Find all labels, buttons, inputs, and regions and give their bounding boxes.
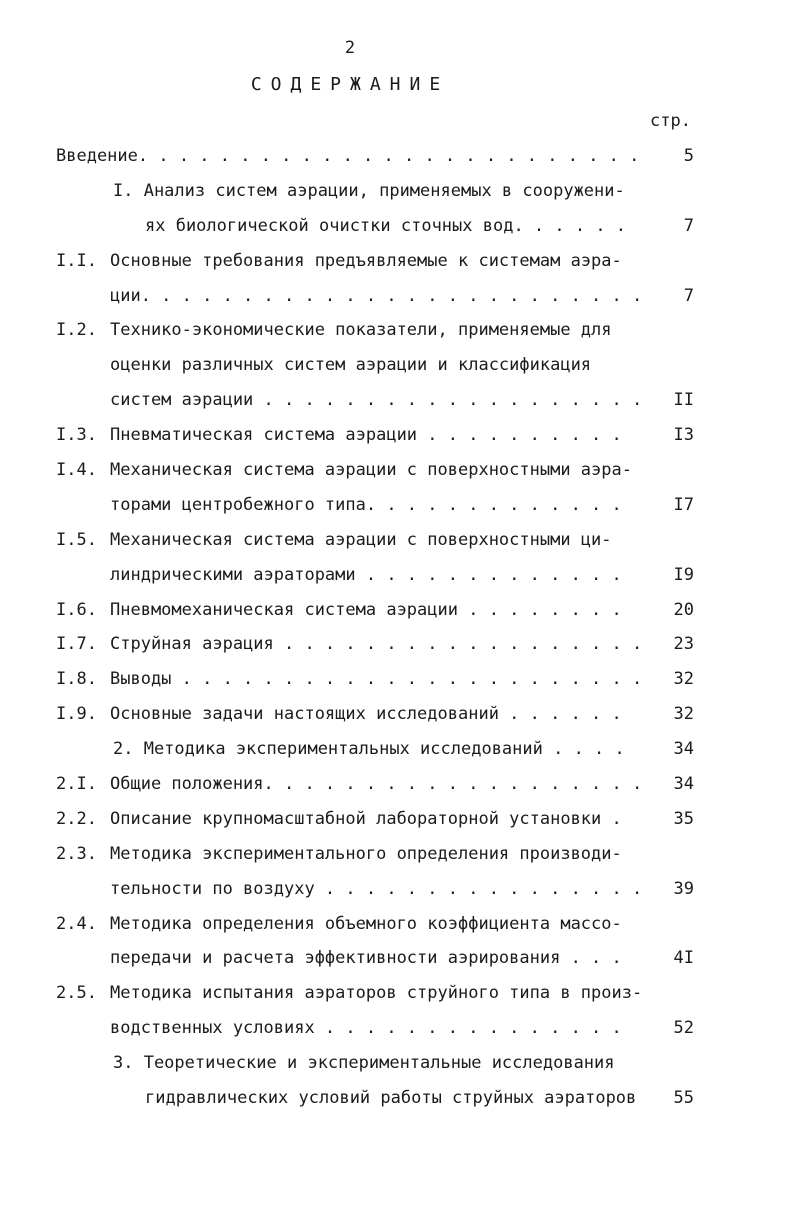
toc-line-number: 2.2. bbox=[56, 808, 97, 829]
toc-line-number: 2.4. bbox=[56, 913, 97, 934]
toc-line-text: линдрическими аэраторами . . . . . . . . . . . . . bbox=[110, 564, 622, 585]
toc-line-text: оценки различных систем аэрации и классификация bbox=[110, 355, 592, 376]
toc-line-text: I. Анализ систем аэрации, применяемых в сооружени- bbox=[113, 180, 625, 201]
toc-line bbox=[0, 489, 793, 524]
toc-line-text: водственных условиях . . . . . . . . . . . . . . . bbox=[110, 1018, 622, 1039]
toc-line bbox=[0, 210, 793, 245]
toc-line-page: 7 bbox=[683, 285, 694, 306]
toc-line bbox=[0, 698, 793, 733]
toc-line-number: 2.5. bbox=[56, 983, 97, 1004]
toc-line-text: Общие положения. . . . . . . . . . . . . . . . . . . bbox=[110, 774, 643, 795]
toc-line-text: Методика экспериментального определения производи- bbox=[110, 843, 622, 864]
toc-line bbox=[0, 1047, 793, 1082]
toc-line-text: Основные задачи настоящих исследований . . . . . . bbox=[110, 704, 622, 725]
toc-line bbox=[0, 1082, 793, 1117]
toc-line-number: I.4. bbox=[56, 460, 97, 481]
toc-line-text: 2. Методика экспериментальных исследований . . . . bbox=[113, 739, 625, 760]
toc-line bbox=[0, 524, 793, 559]
toc-line-text: гидравлических условий работы струйных аэраторов bbox=[145, 1088, 637, 1109]
toc-line-text: Механическая система аэрации с поверхностными аэра- bbox=[110, 460, 632, 481]
toc-line bbox=[0, 908, 793, 943]
toc-line-text: систем аэрации . . . . . . . . . . . . . . . . . . . bbox=[110, 390, 643, 411]
toc-line bbox=[0, 803, 793, 838]
toc-line-text: Пневмомеханическая система аэрации . . . . . . . . bbox=[110, 599, 622, 620]
page-column-label: стр. bbox=[650, 111, 691, 131]
table-of-contents bbox=[0, 140, 793, 1117]
toc-line-text: Методика определения объемного коэффициента массо- bbox=[110, 913, 622, 934]
toc-line-page: I7 bbox=[673, 494, 694, 515]
toc-line bbox=[0, 663, 793, 698]
toc-line bbox=[0, 175, 793, 210]
toc-line-text: 3. Теоретические и экспериментальные исследования bbox=[113, 1053, 615, 1074]
toc-line bbox=[0, 873, 793, 908]
toc-line-text: Выводы . . . . . . . . . . . . . . . . . . . . . . . bbox=[110, 669, 643, 690]
toc-line-text: Струйная аэрация . . . . . . . . . . . . . . . . . . bbox=[110, 634, 643, 655]
toc-line-page: 7 bbox=[683, 215, 694, 236]
page-title: СОДЕРЖАНИЕ bbox=[250, 74, 450, 95]
toc-line bbox=[0, 314, 793, 349]
toc-line-page: 32 bbox=[673, 669, 694, 690]
toc-line-text: Методика испытания аэраторов струйного типа в произ- bbox=[110, 983, 643, 1004]
toc-line-number: I.3. bbox=[56, 425, 97, 446]
toc-line-page: 55 bbox=[673, 1088, 694, 1109]
toc-line-number: I.8. bbox=[56, 669, 97, 690]
toc-line-page: I3 bbox=[673, 425, 694, 446]
toc-line-page: 32 bbox=[673, 704, 694, 725]
toc-line bbox=[0, 454, 793, 489]
toc-line bbox=[0, 280, 793, 315]
toc-line bbox=[0, 140, 793, 175]
toc-line-number: I.2. bbox=[56, 320, 97, 341]
toc-line bbox=[0, 628, 793, 663]
toc-line-text: тельности по воздуху . . . . . . . . . . . . . . . . bbox=[110, 878, 643, 899]
toc-line-number: I.6. bbox=[56, 599, 97, 620]
toc-line-page: I9 bbox=[673, 564, 694, 585]
toc-line bbox=[0, 384, 793, 419]
toc-line-page: 4I bbox=[673, 948, 694, 969]
toc-line-text: Пневматическая система аэрации . . . . . . . . . . bbox=[110, 425, 622, 446]
toc-line bbox=[0, 942, 793, 977]
toc-line bbox=[0, 594, 793, 629]
page-number: 2 bbox=[344, 38, 356, 58]
toc-line-number: I.9. bbox=[56, 704, 97, 725]
toc-line bbox=[0, 838, 793, 873]
toc-line bbox=[0, 419, 793, 454]
toc-line-page: 5 bbox=[683, 146, 694, 166]
toc-line-text: ях биологической очистки сточных вод. . . . . . bbox=[145, 215, 627, 236]
toc-line-number: I.5. bbox=[56, 529, 97, 550]
toc-line-text: Описание крупномасштабной лабораторной установки . bbox=[110, 808, 622, 829]
toc-line-number: I.7. bbox=[56, 634, 97, 655]
toc-line-text: Механическая система аэрации с поверхностными ци- bbox=[110, 529, 612, 550]
toc-line bbox=[0, 768, 793, 803]
toc-line bbox=[0, 245, 793, 280]
toc-line-page: 39 bbox=[673, 878, 694, 899]
toc-line-text: Технико-экономические показатели, применяемые для bbox=[110, 320, 612, 341]
toc-line-text: Основные требования предъявляемые к системам аэра- bbox=[110, 250, 622, 271]
toc-line bbox=[0, 733, 793, 768]
toc-line-text: торами центробежного типа. . . . . . . . . . . . . bbox=[110, 494, 622, 515]
toc-line-number: 2.3. bbox=[56, 843, 97, 864]
toc-line bbox=[0, 349, 793, 384]
toc-line bbox=[0, 977, 793, 1012]
toc-line-number: 2.I. bbox=[56, 774, 97, 795]
toc-line bbox=[0, 559, 793, 594]
toc-line bbox=[0, 1012, 793, 1047]
toc-line-page: 23 bbox=[673, 634, 694, 655]
toc-line-text: передачи и расчета эффективности аэрирования . . . bbox=[110, 948, 622, 969]
toc-line-page: 34 bbox=[673, 739, 694, 760]
toc-line-number: I.I. bbox=[56, 250, 97, 271]
toc-line-page: 35 bbox=[673, 808, 694, 829]
toc-line-page: 34 bbox=[673, 774, 694, 795]
toc-line-page: 20 bbox=[673, 599, 694, 620]
toc-line-text: Введение. . . . . . . . . . . . . . . . . . . . . . . . . bbox=[56, 146, 640, 166]
toc-line-page: II bbox=[673, 390, 694, 411]
toc-line-page: 52 bbox=[673, 1018, 694, 1039]
toc-line-text: ции. . . . . . . . . . . . . . . . . . . . . . . . . bbox=[110, 285, 643, 306]
